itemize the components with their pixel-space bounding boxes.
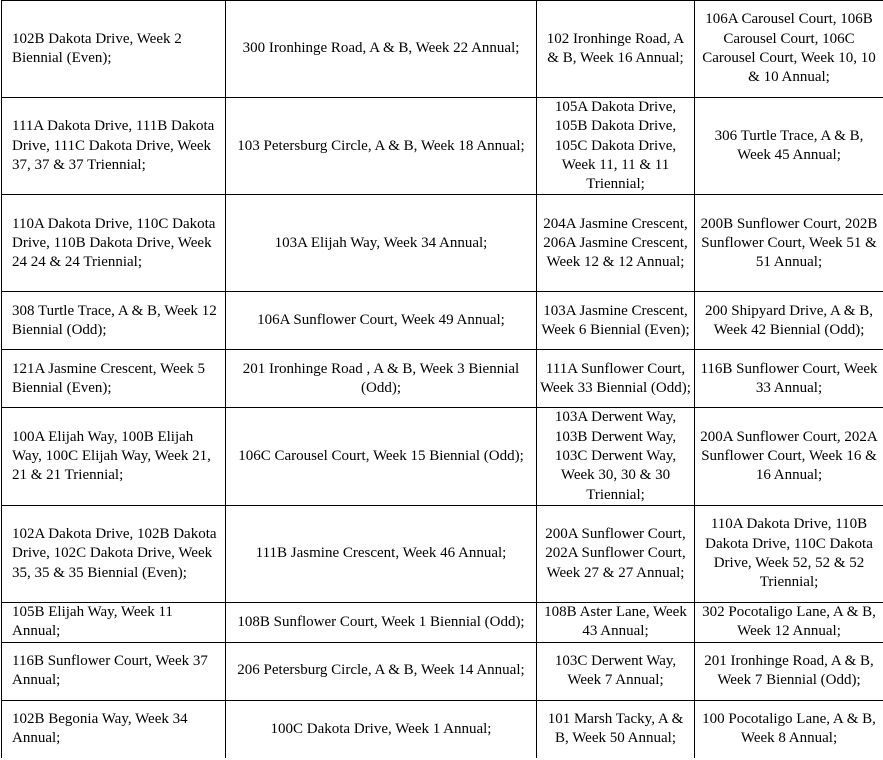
table-cell: 100 Pocotaligo Lane, A & B, Week 8 Annual; bbox=[695, 700, 883, 758]
table-cell: 306 Turtle Trace, A & B, Week 45 Annual; bbox=[695, 98, 883, 195]
table-cell: 103C Derwent Way, Week 7 Annual; bbox=[537, 642, 695, 700]
table-cell: 308 Turtle Trace, A & B, Week 12 Biennial (Odd); bbox=[2, 292, 226, 350]
table-cell: 206 Petersburg Circle, A & B, Week 14 Annual; bbox=[226, 642, 537, 700]
table-cell: 111A Dakota Drive, 111B Dakota Drive, 111C Dakota Drive, Week 37, 37 & 37 Triennial; bbox=[2, 98, 226, 195]
table-cell: 105B Elijah Way, Week 11 Annual; bbox=[2, 602, 226, 642]
table-row bbox=[2, 505, 883, 602]
table-cell: 302 Pocotaligo Lane, A & B, Week 12 Annual; bbox=[695, 602, 883, 642]
table-row bbox=[2, 98, 883, 195]
table-cell: 108B Sunflower Court, Week 1 Biennial (Odd); bbox=[226, 602, 537, 642]
table-cell: 201 Ironhinge Road , A & B, Week 3 Biennial (Odd); bbox=[226, 350, 537, 408]
table-cell: 103A Jasmine Crescent, Week 6 Biennial (Even); bbox=[537, 292, 695, 350]
timeshare-listing-table bbox=[1, 0, 883, 758]
table-cell: 106A Carousel Court, 106B Carousel Court, 106C Carousel Court, Week 10, 10 & 10 Annual; bbox=[695, 1, 883, 98]
table-body bbox=[2, 1, 883, 759]
table-row bbox=[2, 1, 883, 98]
table-row bbox=[2, 408, 883, 505]
table-row bbox=[2, 700, 883, 758]
table-cell: 201 Ironhinge Road, A & B, Week 7 Biennial (Odd); bbox=[695, 642, 883, 700]
table-cell: 101 Marsh Tacky, A & B, Week 50 Annual; bbox=[537, 700, 695, 758]
table-cell: 103A Derwent Way, 103B Derwent Way, 103C Derwent Way, Week 30, 30 & 30 Triennial; bbox=[537, 408, 695, 505]
table-cell: 108B Aster Lane, Week 43 Annual; bbox=[537, 602, 695, 642]
table-cell: 102B Dakota Drive, Week 2 Biennial (Even); bbox=[2, 1, 226, 98]
table-cell: 100A Elijah Way, 100B Elijah Way, 100C Elijah Way, Week 21, 21 & 21 Triennial; bbox=[2, 408, 226, 505]
table-cell: 106C Carousel Court, Week 15 Biennial (Odd); bbox=[226, 408, 537, 505]
table-cell: 300 Ironhinge Road, A & B, Week 22 Annual; bbox=[226, 1, 537, 98]
table-cell: 100C Dakota Drive, Week 1 Annual; bbox=[226, 700, 537, 758]
table-cell: 102 Ironhinge Road, A & B, Week 16 Annual; bbox=[537, 1, 695, 98]
table-row bbox=[2, 642, 883, 700]
table-row bbox=[2, 602, 883, 642]
table-cell: 204A Jasmine Crescent, 206A Jasmine Crescent, Week 12 & 12 Annual; bbox=[537, 195, 695, 292]
table-cell: 102A Dakota Drive, 102B Dakota Drive, 102C Dakota Drive, Week 35, 35 & 35 Biennial (Even); bbox=[2, 505, 226, 602]
table-cell: 103A Elijah Way, Week 34 Annual; bbox=[226, 195, 537, 292]
table-cell: 106A Sunflower Court, Week 49 Annual; bbox=[226, 292, 537, 350]
table-cell: 111A Sunflower Court, Week 33 Biennial (Odd); bbox=[537, 350, 695, 408]
table-cell: 103 Petersburg Circle, A & B, Week 18 Annual; bbox=[226, 98, 537, 195]
table-cell: 105A Dakota Drive, 105B Dakota Drive, 105C Dakota Drive, Week 11, 11 & 11 Triennial; bbox=[537, 98, 695, 195]
table-cell: 102B Begonia Way, Week 34 Annual; bbox=[2, 700, 226, 758]
table-cell: 200A Sunflower Court, 202A Sunflower Court, Week 27 & 27 Annual; bbox=[537, 505, 695, 602]
table-row bbox=[2, 350, 883, 408]
table-cell: 116B Sunflower Court, Week 37 Annual; bbox=[2, 642, 226, 700]
table-row bbox=[2, 292, 883, 350]
table-cell: 121A Jasmine Crescent, Week 5 Biennial (Even); bbox=[2, 350, 226, 408]
table-cell: 110A Dakota Drive, 110B Dakota Drive, 110C Dakota Drive, Week 52, 52 & 52 Triennial; bbox=[695, 505, 883, 602]
table-cell: 110A Dakota Drive, 110C Dakota Drive, 110B Dakota Drive, Week 24 24 & 24 Triennial; bbox=[2, 195, 226, 292]
table-cell: 111B Jasmine Crescent, Week 46 Annual; bbox=[226, 505, 537, 602]
table-cell: 200A Sunflower Court, 202A Sunflower Court, Week 16 & 16 Annual; bbox=[695, 408, 883, 505]
table-cell: 200B Sunflower Court, 202B Sunflower Court, Week 51 & 51 Annual; bbox=[695, 195, 883, 292]
table-row bbox=[2, 195, 883, 292]
table-cell: 200 Shipyard Drive, A & B, Week 42 Biennial (Odd); bbox=[695, 292, 883, 350]
table-cell: 116B Sunflower Court, Week 33 Annual; bbox=[695, 350, 883, 408]
